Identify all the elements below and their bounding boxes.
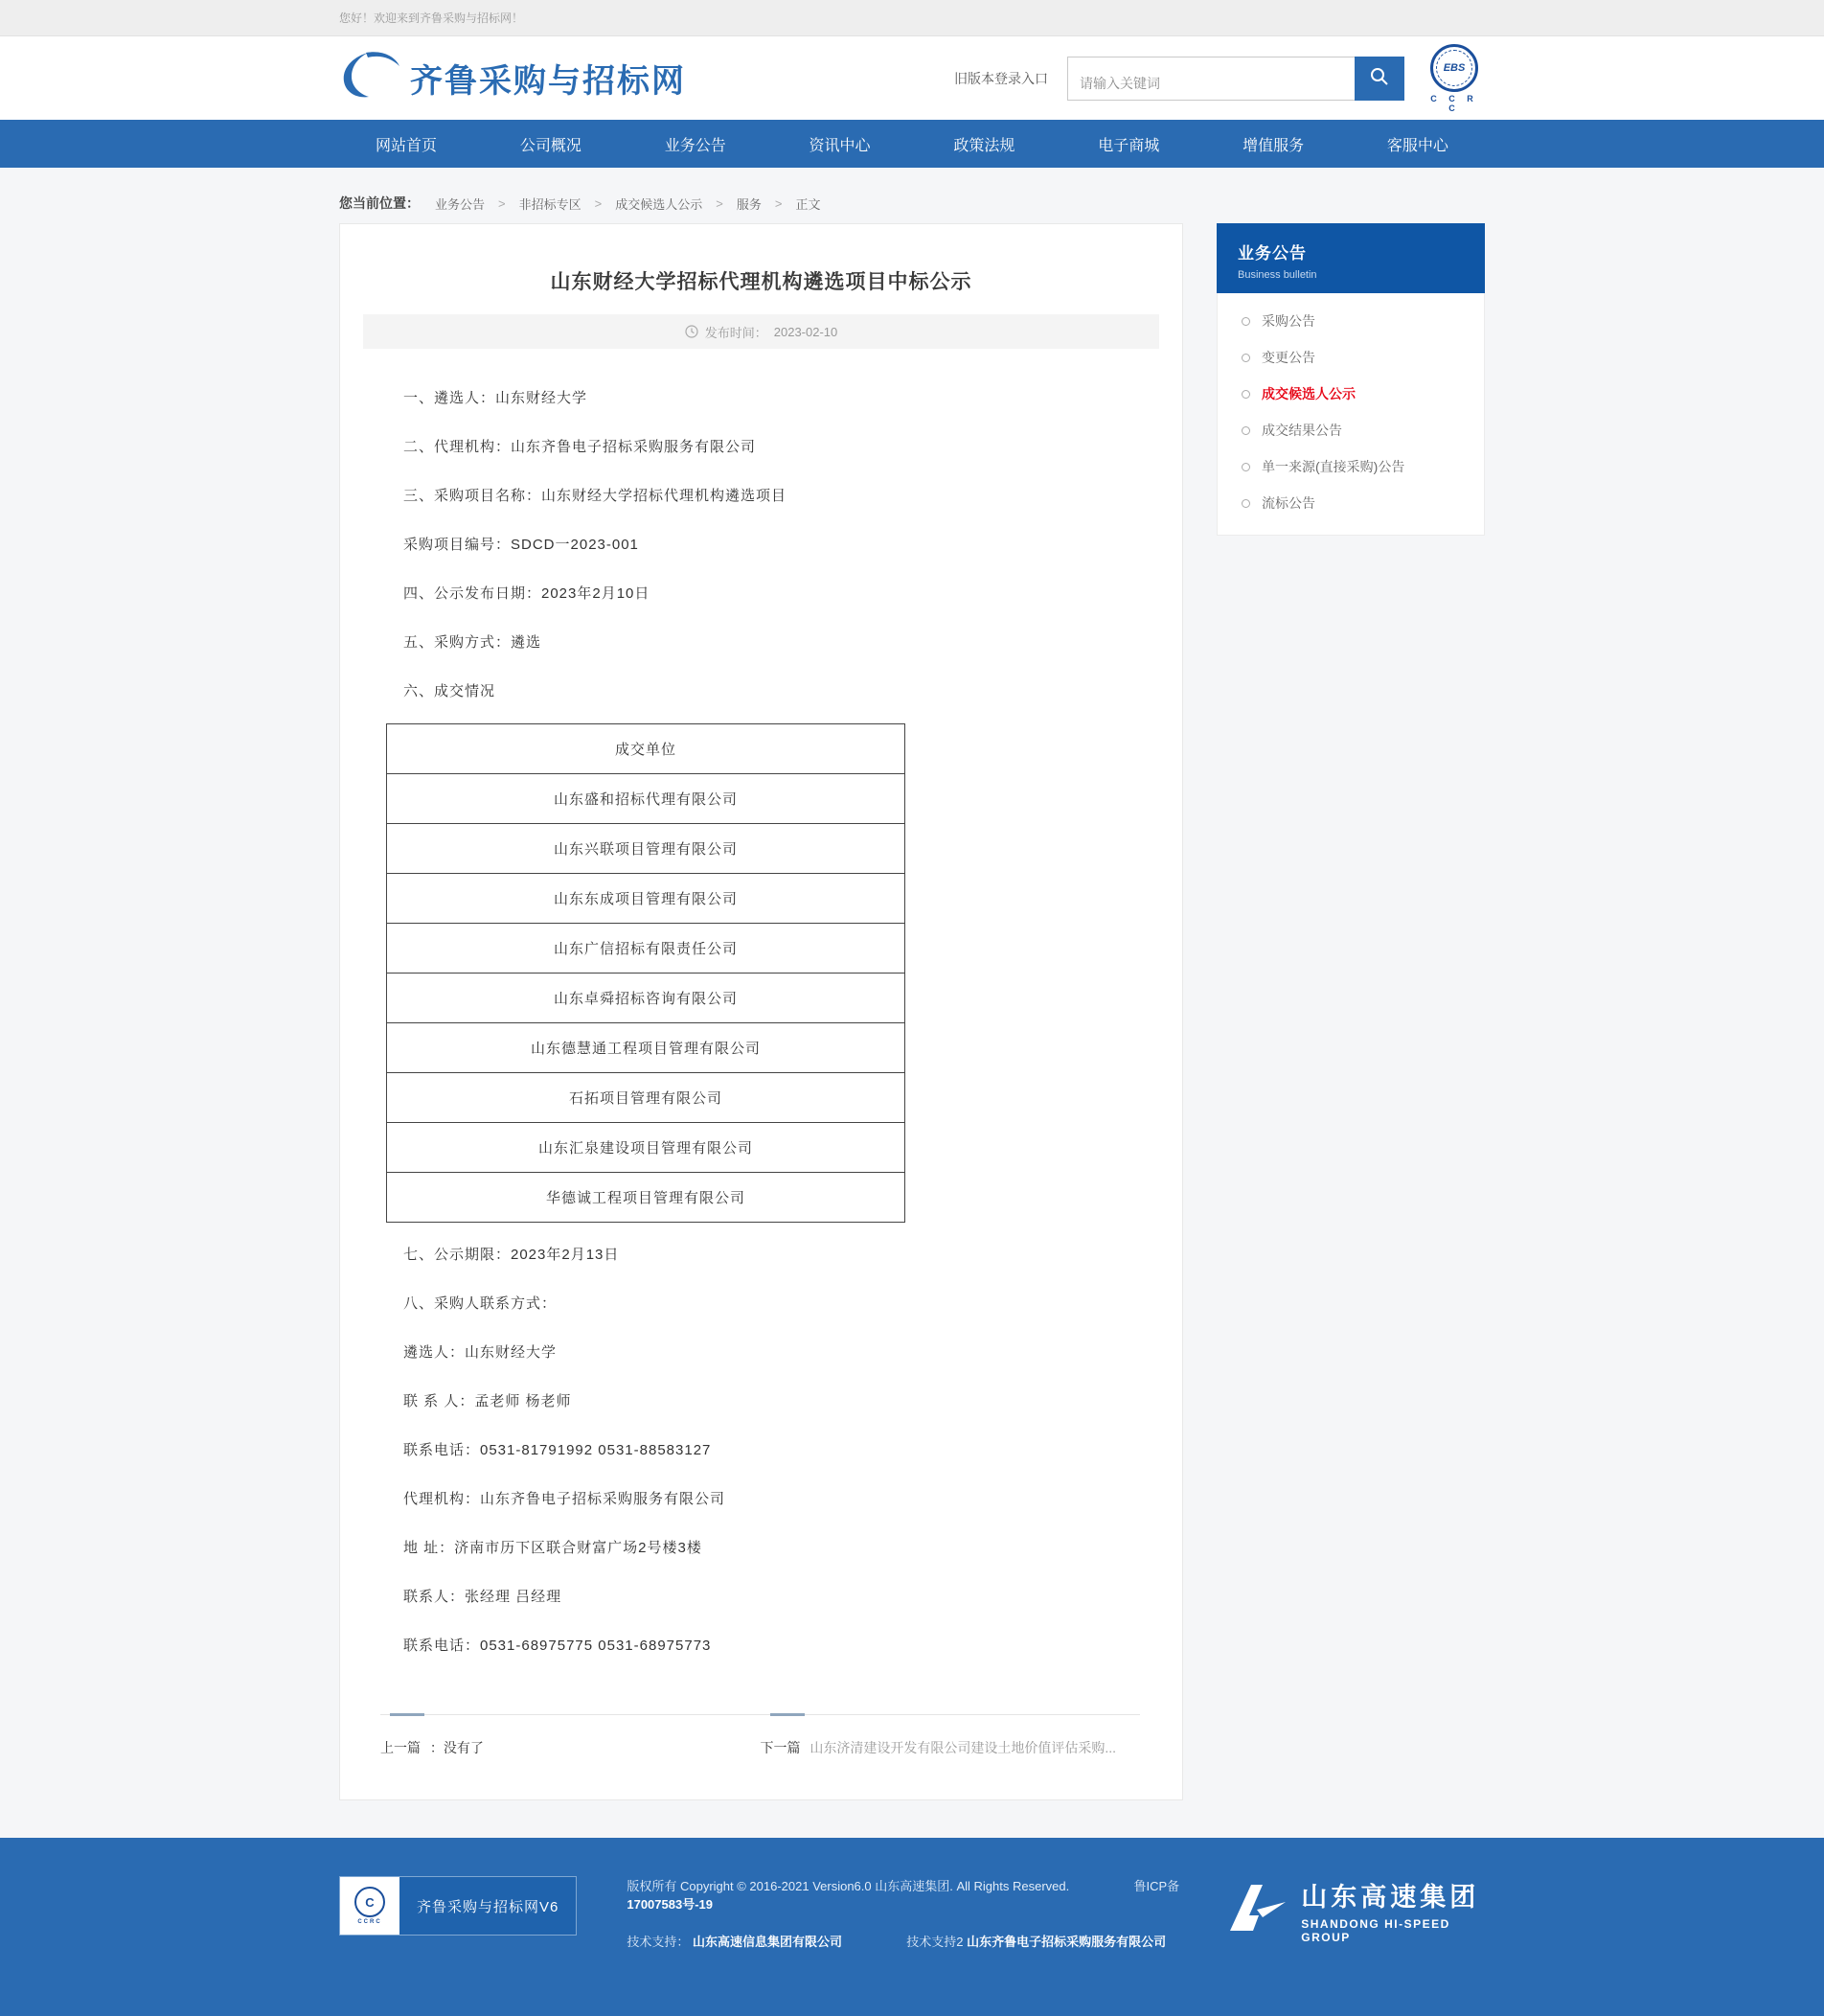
table-row — [387, 1173, 905, 1223]
article-paragraph: 三、采购项目名称：山东财经大学招标代理机构遴选项目 — [403, 488, 787, 504]
site-logo[interactable] — [339, 50, 686, 106]
breadcrumb-link[interactable]: 业务公告 — [435, 196, 486, 212]
support-row — [627, 1932, 1224, 1950]
nav-item[interactable]: 客服中心 — [1386, 137, 1448, 154]
group-name-en: SHANDONG HI-SPEED GROUP — [1301, 1917, 1450, 1944]
article-card — [339, 223, 1183, 1800]
bullet-circle-icon — [1242, 317, 1250, 326]
article-paragraph: 八、采购人联系方式： — [403, 1295, 558, 1312]
table-row — [387, 1123, 905, 1173]
search-icon — [1369, 66, 1390, 90]
sidebar-item-label: 变更公告 — [1262, 350, 1315, 365]
sidebar-item[interactable] — [1218, 448, 1484, 485]
publish-date-value: 2023-02-10 — [773, 324, 838, 339]
sidebar-item[interactable] — [1218, 303, 1484, 339]
sidebar-item[interactable] — [1218, 376, 1484, 412]
nav-item[interactable]: 资讯中心 — [809, 137, 871, 154]
breadcrumb-link[interactable]: 服务 — [736, 196, 762, 212]
sidebar-item-label: 成交结果公告 — [1262, 423, 1342, 438]
ccrc-seal-letters: C C R C — [1430, 93, 1478, 113]
table-row — [387, 774, 905, 824]
nav-item[interactable]: 电子商城 — [1098, 137, 1160, 154]
article-paragraph: 一、遴选人：山东财经大学 — [403, 390, 588, 406]
bullet-circle-icon — [1242, 426, 1250, 435]
breadcrumb-separator: > — [774, 195, 783, 211]
table-cell: 山东德慧通工程项目管理有限公司 — [387, 1023, 905, 1073]
article-title: 山东财经大学招标代理机构遴选项目中标公示 — [550, 271, 972, 293]
group-name-cn: 山东高速集团 — [1301, 1883, 1480, 1912]
table-row — [387, 824, 905, 874]
ccrc-seal-center-text: EBS — [1443, 61, 1466, 74]
article-paragraph: 地 址：济南市历下区联合财富广场2号楼3楼 — [403, 1540, 702, 1556]
sidebar-subtitle: Business bulletin — [1238, 269, 1317, 281]
article-paragraph: 联 系 人：孟老师 杨老师 — [403, 1393, 572, 1409]
sidebar-item-label: 单一来源(直接采购)公告 — [1262, 459, 1405, 474]
article-paragraph: 二、代理机构：山东齐鲁电子招标采购服务有限公司 — [403, 439, 757, 455]
search-input[interactable] — [1067, 57, 1355, 101]
article-paragraph: 联系电话：0531-81791992 0531-88583127 — [403, 1442, 712, 1458]
sidebar-item[interactable] — [1218, 412, 1484, 448]
bullet-circle-icon — [1242, 463, 1250, 471]
breadcrumb-link[interactable]: 非招标专区 — [518, 196, 581, 212]
next-article-label: 下一篇 — [760, 1740, 801, 1755]
breadcrumb-link[interactable]: 成交候选人公示 — [615, 196, 703, 212]
bullet-circle-icon — [1242, 390, 1250, 399]
nav-item[interactable]: 公司概况 — [519, 137, 581, 154]
prev-next-nav — [363, 1714, 1159, 1767]
sidebar-item[interactable] — [1218, 339, 1484, 376]
welcome-text: 您好！欢迎来到齐鲁采购与招标网！ — [339, 11, 524, 25]
bullet-circle-icon — [1242, 499, 1250, 508]
publish-date-strip — [363, 314, 1159, 349]
prev-article-label: 上一篇 — [380, 1740, 421, 1755]
breadcrumb-link[interactable]: 正文 — [795, 196, 821, 212]
table-cell: 山东东成项目管理有限公司 — [387, 874, 905, 924]
nav-item[interactable]: 网站首页 — [376, 137, 438, 154]
article-paragraph: 遴选人：山东财经大学 — [403, 1344, 558, 1361]
logo-text: 齐鲁采购与招标网 — [410, 63, 686, 100]
footer-site-badge — [339, 1876, 577, 1936]
table-cell: 山东兴联项目管理有限公司 — [387, 824, 905, 874]
table-header-row — [387, 724, 905, 774]
prev-article-value: ：没有了 — [429, 1740, 484, 1755]
support1-label: 技术支持： — [627, 1935, 690, 1949]
table-row — [387, 1073, 905, 1123]
ccrc-footer-logo-icon — [340, 1877, 399, 1935]
article-paragraph: 六、成交情况 — [403, 683, 496, 699]
ccrc-footer-text: CCRC — [357, 1919, 382, 1925]
copyright-row — [627, 1876, 1224, 1913]
sidebar-title: 业务公告 — [1238, 244, 1307, 263]
table-row — [387, 924, 905, 974]
ccrc-footer-letter: C — [365, 1894, 375, 1910]
table-row — [387, 974, 905, 1023]
breadcrumb-separator: > — [716, 195, 723, 211]
sidebar-item-label: 流标公告 — [1262, 495, 1315, 511]
article-body — [363, 349, 1159, 1670]
support2-link[interactable]: 山东齐鲁电子招标采购服务有限公司 — [967, 1935, 1167, 1949]
article-paragraph: 七、公示期限：2023年2月13日 — [403, 1247, 620, 1263]
header — [0, 36, 1824, 120]
shandong-hispeed-logo — [1224, 1876, 1485, 1944]
sidebar-item[interactable] — [1218, 485, 1484, 521]
clock-icon — [685, 325, 698, 338]
award-table — [386, 723, 905, 1223]
sidebar-item-label: 采购公告 — [1262, 313, 1315, 329]
main-nav — [0, 120, 1824, 168]
sidebar-item-label: 成交候选人公示 — [1262, 386, 1356, 401]
search-button[interactable] — [1355, 57, 1404, 101]
support2-label: 技术支持2 — [906, 1935, 964, 1949]
table-cell: 石拓项目管理有限公司 — [387, 1073, 905, 1123]
copyright-text: 版权所有 Copyright © 2016-2021 Version6.0 山东高速集团. All Rights Reserved. — [627, 1879, 1070, 1893]
table-cell: 山东卓舜招标咨询有限公司 — [387, 974, 905, 1023]
icp-label: 鲁ICP备 — [1133, 1879, 1180, 1893]
support1-link[interactable]: 山东高速信息集团有限公司 — [693, 1935, 843, 1949]
topbar — [0, 0, 1824, 36]
breadcrumb-separator: > — [594, 195, 603, 211]
old-version-login-link[interactable]: 旧版本登录入口 — [954, 70, 1048, 86]
nav-item[interactable]: 增值服务 — [1243, 137, 1305, 154]
hispeed-logo-icon — [1224, 1881, 1289, 1939]
table-row — [387, 874, 905, 924]
footer-badge-label: 齐鲁采购与招标网V6 — [399, 1877, 576, 1935]
search-box — [1067, 57, 1404, 101]
table-cell: 山东汇泉建设项目管理有限公司 — [387, 1123, 905, 1173]
icp-number[interactable]: 17007583号-19 — [627, 1897, 713, 1912]
table-row — [387, 1023, 905, 1073]
article-paragraph: 四、公示发布日期：2023年2月10日 — [403, 585, 650, 602]
table-header-cell: 成交单位 — [387, 724, 905, 774]
article-paragraph: 代理机构：山东齐鲁电子招标采购服务有限公司 — [403, 1491, 726, 1507]
nav-item[interactable]: 业务公告 — [664, 137, 726, 154]
breadcrumb — [339, 183, 1485, 223]
sidebar-header — [1217, 223, 1485, 293]
next-article — [761, 1714, 1141, 1767]
breadcrumb-label: 您当前位置： — [339, 195, 420, 211]
sidebar — [1217, 223, 1485, 536]
prev-article — [380, 1714, 761, 1767]
article-paragraph: 联系人：张经理 吕经理 — [403, 1589, 562, 1605]
article-paragraph: 联系电话：0531-68975775 0531-68975773 — [403, 1638, 712, 1654]
main-content — [0, 168, 1824, 1838]
table-cell: 山东广信招标有限责任公司 — [387, 924, 905, 974]
breadcrumb-separator: > — [498, 195, 506, 211]
footer — [0, 1838, 1824, 2016]
logo-swoosh-icon — [339, 50, 402, 106]
article-paragraph: 采购项目编号：SDCD一2023-001 — [403, 537, 639, 553]
publish-date-label: 发布时间： — [704, 325, 767, 340]
table-cell: 山东盛和招标代理有限公司 — [387, 774, 905, 824]
bullet-circle-icon — [1242, 354, 1250, 362]
ccrc-seal-icon — [1424, 44, 1485, 113]
table-cell: 华德诚工程项目管理有限公司 — [387, 1173, 905, 1223]
next-article-link[interactable]: 山东济清建设开发有限公司建设土地价值评估采购... — [809, 1740, 1117, 1755]
article-paragraph: 五、采购方式：遴选 — [403, 634, 542, 651]
footer-text-block — [627, 1876, 1224, 1950]
nav-item[interactable]: 政策法规 — [953, 137, 1015, 154]
